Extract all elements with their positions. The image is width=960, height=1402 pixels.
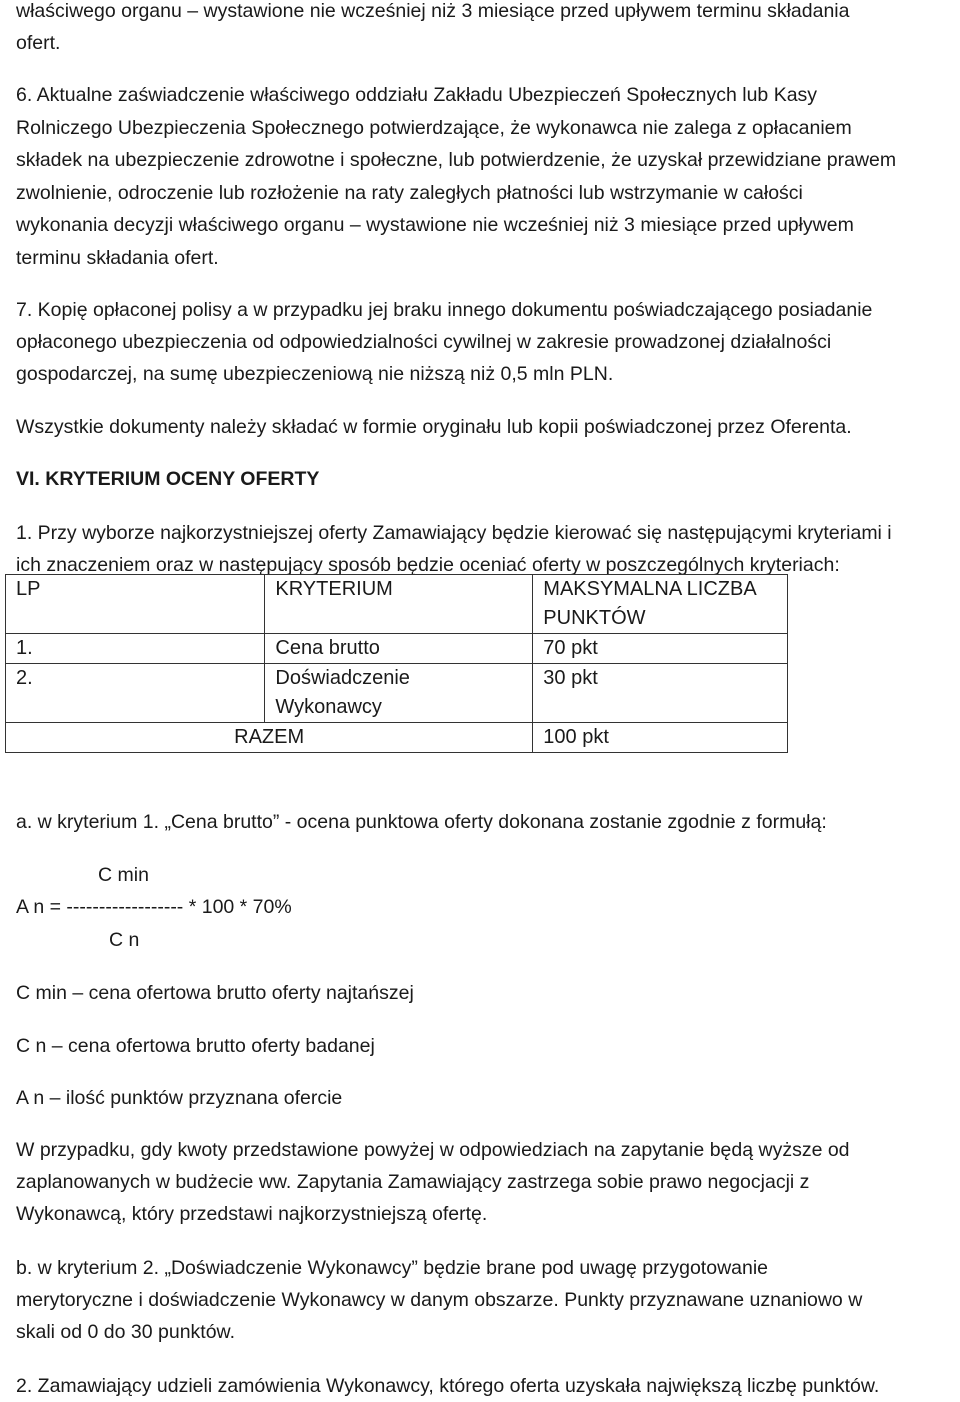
formula-denominator: C n bbox=[109, 929, 140, 951]
row-points: 70 pkt bbox=[533, 634, 788, 664]
text-line: wykonania decyzji właściwego organu – wystawione nie wcześniej niż 3 miesiące przed upływem bbox=[16, 214, 854, 236]
header-criterion: KRYTERIUM bbox=[265, 575, 533, 634]
text-line: merytoryczne i doświadczenie Wykonawcy w danym obszarze. Punkty przyznawane uznaniowo w bbox=[16, 1289, 863, 1311]
total-label: RAZEM bbox=[6, 723, 533, 753]
text-line: W przypadku, gdy kwoty przedstawione powyżej w odpowiedziach na zapytanie będą wyższe od bbox=[16, 1139, 850, 1161]
text-line: 7. Kopię opłaconej polisy a w przypadku jej braku innego dokumentu poświadczającego posiadanie bbox=[16, 299, 873, 321]
text-line: 6. Aktualne zaświadczenie właściwego oddziału Zakładu Ubezpieczeń Społecznych lub Kasy bbox=[16, 84, 818, 106]
table-row bbox=[6, 634, 788, 664]
row-lp: 2. bbox=[6, 664, 265, 723]
row-lp: 1. bbox=[6, 634, 265, 664]
definition-cn: C n – cena ofertowa brutto oferty badanej bbox=[16, 1035, 375, 1057]
table-header-row bbox=[6, 575, 788, 634]
criterion-a: a. w kryterium 1. „Cena brutto” - ocena punktowa oferty dokonana zostanie zgodnie z formułą: bbox=[16, 811, 827, 833]
criterion-b bbox=[16, 1252, 944, 1348]
text-line: właściwego organu – wystawione nie wcześniej niż 3 miesiące przed upływem terminu składania bbox=[16, 0, 850, 22]
text-line: b. w kryterium 2. „Doświadczenie Wykonawcy” będzie brane pod uwagę przygotowanie bbox=[16, 1257, 769, 1279]
text-line: Wykonawcą, który przedstawi najkorzystniejszą ofertę. bbox=[16, 1203, 488, 1225]
definition-an: A n – ilość punktów przyznana ofercie bbox=[16, 1087, 343, 1109]
formula-numerator: C min bbox=[98, 864, 149, 886]
text-line: składek na ubezpieczenie zdrowotne i społeczne, lub potwierdzenie, że uzyskał przewidziane prawem bbox=[16, 149, 897, 171]
row-criterion: Cena brutto bbox=[265, 634, 533, 664]
text-line: skali od 0 do 30 punktów. bbox=[16, 1321, 235, 1343]
item-7-paragraph bbox=[16, 294, 944, 390]
documents-note: Wszystkie dokumenty należy składać w formie oryginału lub kopii poświadczonej przez Oferenta. bbox=[16, 416, 852, 438]
text-line: 1. Przy wyborze najkorzystniejszej oferty Zamawiający będzie kierować się następującymi kryteriami i bbox=[16, 522, 892, 544]
item-6-paragraph bbox=[16, 79, 944, 274]
budget-note bbox=[16, 1134, 944, 1230]
row-points: 30 pkt bbox=[533, 664, 788, 723]
text-line: terminu składania ofert. bbox=[16, 246, 219, 269]
section-heading: VI. KRYTERIUM OCENY OFERTY bbox=[16, 468, 320, 490]
text-line: Rolniczego Ubezpieczenia Społecznego potwierdzające, że wykonawca nie zalega z opłacaniem bbox=[16, 116, 852, 139]
intro-paragraph bbox=[16, 0, 944, 59]
criteria-intro bbox=[16, 517, 944, 581]
criteria-table bbox=[5, 574, 788, 753]
total-points: 100 pkt bbox=[533, 723, 788, 753]
text-line: ich znaczeniem oraz w następujący sposób będzie oceniać oferty w poszczególnych kryteriach: bbox=[16, 554, 840, 576]
table-total-row bbox=[6, 723, 788, 753]
text-line: ofert. bbox=[16, 32, 61, 54]
header-points: MAKSYMALNA LICZBA PUNKTÓW bbox=[533, 575, 788, 634]
text-line: zaplanowanych w budżecie ww. Zapytania Zamawiający zastrzega sobie prawo negocjacji z bbox=[16, 1171, 810, 1193]
table-row bbox=[6, 664, 788, 723]
header-lp: LP bbox=[6, 575, 265, 634]
definition-cmin: C min – cena ofertowa brutto oferty najtańszej bbox=[16, 982, 414, 1004]
row-criterion: Doświadczenie Wykonawcy bbox=[265, 664, 533, 723]
text-line: opłaconego ubezpieczenia od odpowiedzialności cywilnej w zakresie prowadzonej działalności bbox=[16, 331, 832, 353]
text-line: zwolnienie, odroczenie lub rozłożenie na raty zaległych płatności lub wstrzymanie w całości bbox=[16, 181, 803, 204]
award-line: 2. Zamawiający udzieli zamówienia Wykonawcy, którego oferta uzyskała największą liczbę punktów. bbox=[16, 1375, 880, 1397]
text-line: gospodarczej, na sumę ubezpieczeniową nie niższą niż 0,5 mln PLN. bbox=[16, 363, 614, 385]
formula-main: A n = ------------------ * 100 * 70% bbox=[16, 896, 292, 918]
